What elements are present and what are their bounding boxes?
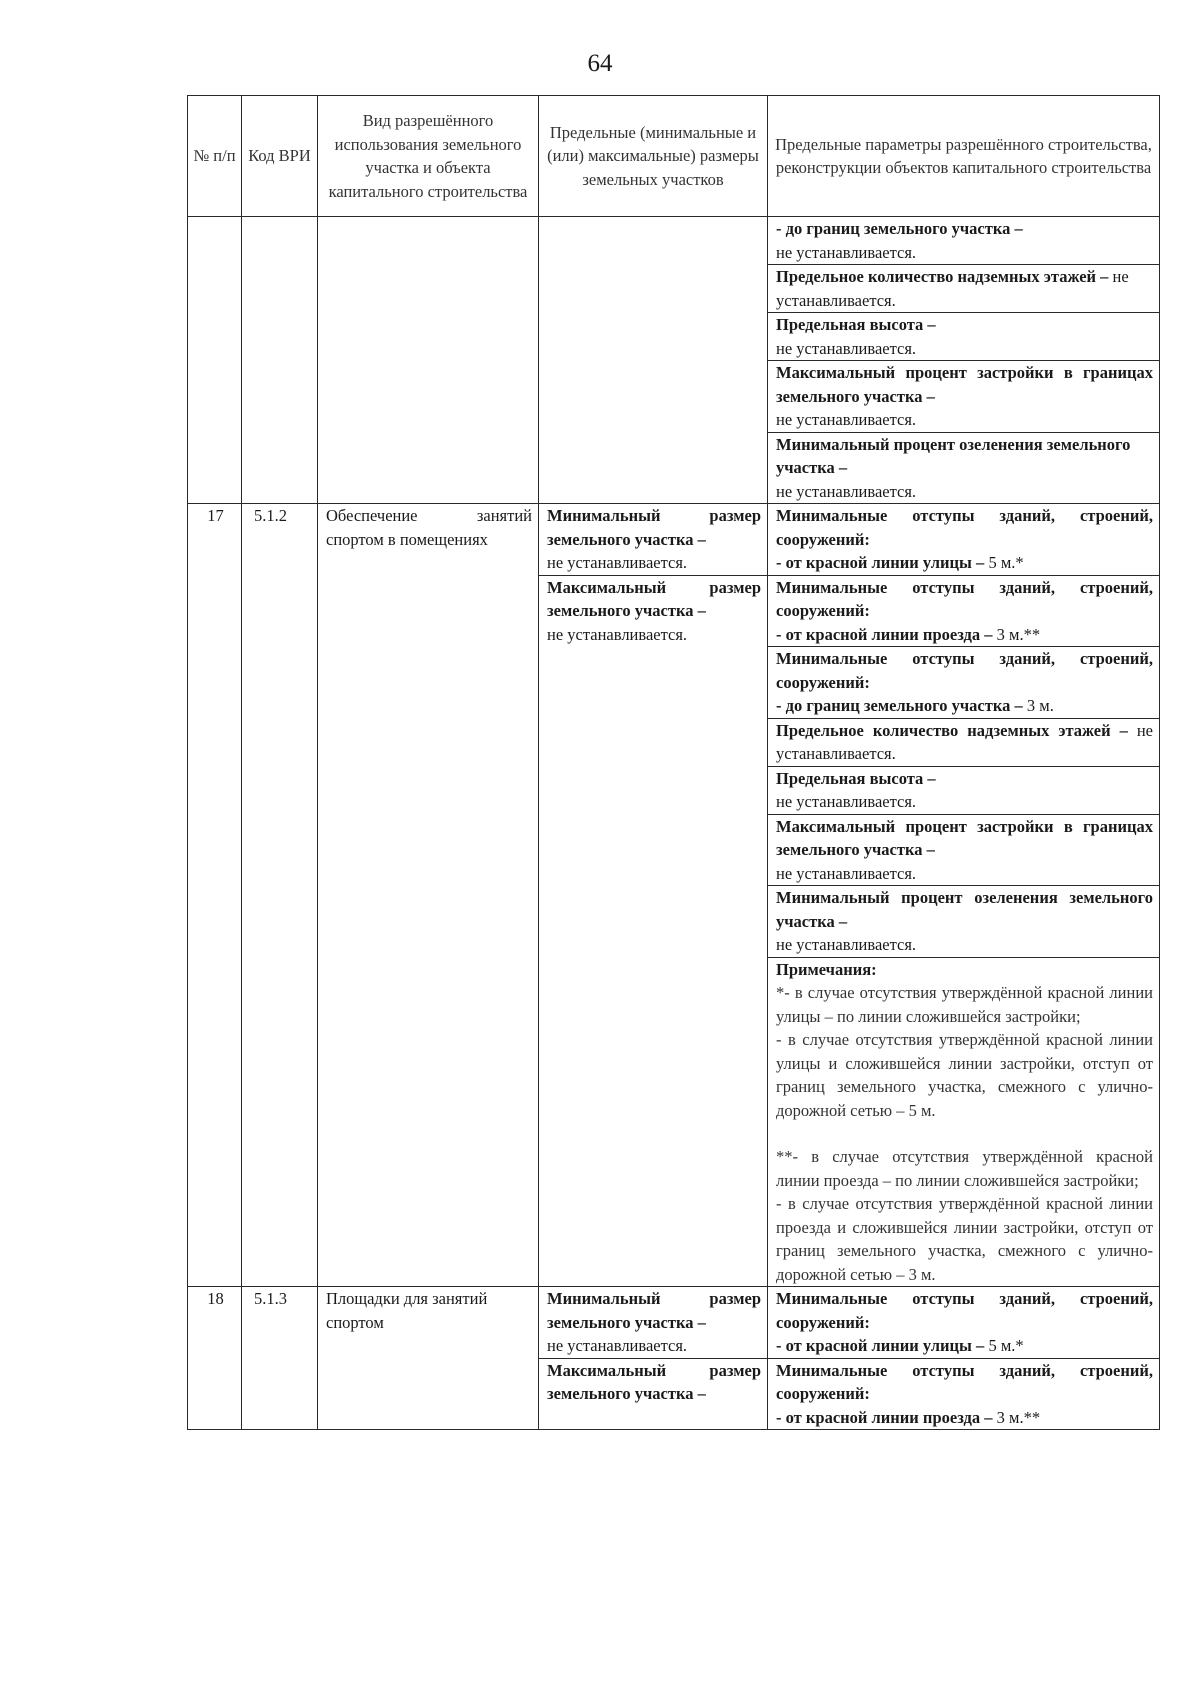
- row-kind: Обеспечение занятий спортом в помещениях: [318, 504, 539, 1287]
- table-row: [188, 504, 1160, 576]
- row-num: 18: [188, 1287, 242, 1430]
- param-cell: Предельное количество надземных этажей – не устанавливается.: [768, 265, 1160, 313]
- cell-num-empty: [188, 217, 242, 504]
- regulations-table: [187, 95, 1160, 1430]
- max-size-cell: Максимальный размер земельного участка – не устанавливается.: [539, 575, 768, 1287]
- note-text: - в случае отсутствия утверждённой красной линии проезда и сложившейся линии застройки, отступ от границ земельного участка, смежного с улично-дорожной сетью – 3 м.: [776, 1194, 1153, 1284]
- header-num: № п/п: [188, 96, 242, 217]
- param-cell: Минимальный процент озеленения земельного участка – не устанавливается.: [768, 886, 1160, 958]
- header-params: Предельные параметры разрешённого строительства, реконструкции объектов капитального строительства: [768, 96, 1160, 217]
- header-code: Код ВРИ: [242, 96, 318, 217]
- note-text: **- в случае отсутствия утверждённой красной линии проезда – по линии сложившейся застройки;: [776, 1147, 1153, 1190]
- cell-sizes-empty: [539, 217, 768, 504]
- min-size-cell: Минимальный размер земельного участка – не устанавливается.: [539, 504, 768, 576]
- header-sizes: Предельные (минимальные и (или) максимальные) размеры земельных участков: [539, 96, 768, 217]
- row-kind: Площадки для занятий спортом: [318, 1287, 539, 1430]
- max-size-cell: Максимальный размер земельного участка –: [539, 1358, 768, 1430]
- row-num: 17: [188, 504, 242, 1287]
- notes-cell: [768, 957, 1160, 1287]
- table-header-row: [188, 96, 1160, 217]
- param-cell: Предельная высота – не устанавливается.: [768, 313, 1160, 361]
- param-cell: Минимальные отступы зданий, строений, сооружений: - от красной линии проезда – 3 м.**: [768, 1358, 1160, 1430]
- param-cell: Минимальные отступы зданий, строений, сооружений: - от красной линии проезда – 3 м.**: [768, 575, 1160, 647]
- param-cell: - до границ земельного участка – не устанавливается.: [768, 217, 1160, 265]
- header-kind: Вид разрешённого использования земельного участка и объекта капитального строительства: [318, 96, 539, 217]
- param-cell: Предельная высота – не устанавливается.: [768, 766, 1160, 814]
- page-number: 64: [587, 50, 613, 77]
- table-row: [188, 217, 1160, 265]
- param-cell: Максимальный процент застройки в границах земельного участка – не устанавливается.: [768, 361, 1160, 433]
- min-size-cell: Минимальный размер земельного участка – не устанавливается.: [539, 1287, 768, 1359]
- row-code: 5.1.3: [242, 1287, 318, 1430]
- param-cell: Максимальный процент застройки в границах земельного участка – не устанавливается.: [768, 814, 1160, 886]
- param-cell: Минимальные отступы зданий, строений, сооружений: - до границ земельного участка – 3 м.: [768, 647, 1160, 719]
- param-cell: Минимальный процент озеленения земельного участка – не устанавливается.: [768, 432, 1160, 504]
- notes-title: Примечания:: [776, 959, 877, 979]
- row-code: 5.1.2: [242, 504, 318, 1287]
- cell-kind-empty: [318, 217, 539, 504]
- param-cell: Минимальные отступы зданий, строений, сооружений: - от красной линии улицы – 5 м.*: [768, 1287, 1160, 1359]
- note-text: *- в случае отсутствия утверждённой красной линии улицы – по линии сложившейся застройки;: [776, 983, 1153, 1026]
- param-cell: Минимальные отступы зданий, строений, сооружений: - от красной линии улицы – 5 м.*: [768, 504, 1160, 576]
- note-text: - в случае отсутствия утверждённой красной линии улицы и сложившейся линии застройки, отступ от границ земельного участка, смежного с улично-дорожной сетью – 5 м.: [776, 1030, 1153, 1120]
- table-row: [188, 1287, 1160, 1359]
- param-cell: Предельное количество надземных этажей – не устанавливается.: [768, 718, 1160, 766]
- cell-code-empty: [242, 217, 318, 504]
